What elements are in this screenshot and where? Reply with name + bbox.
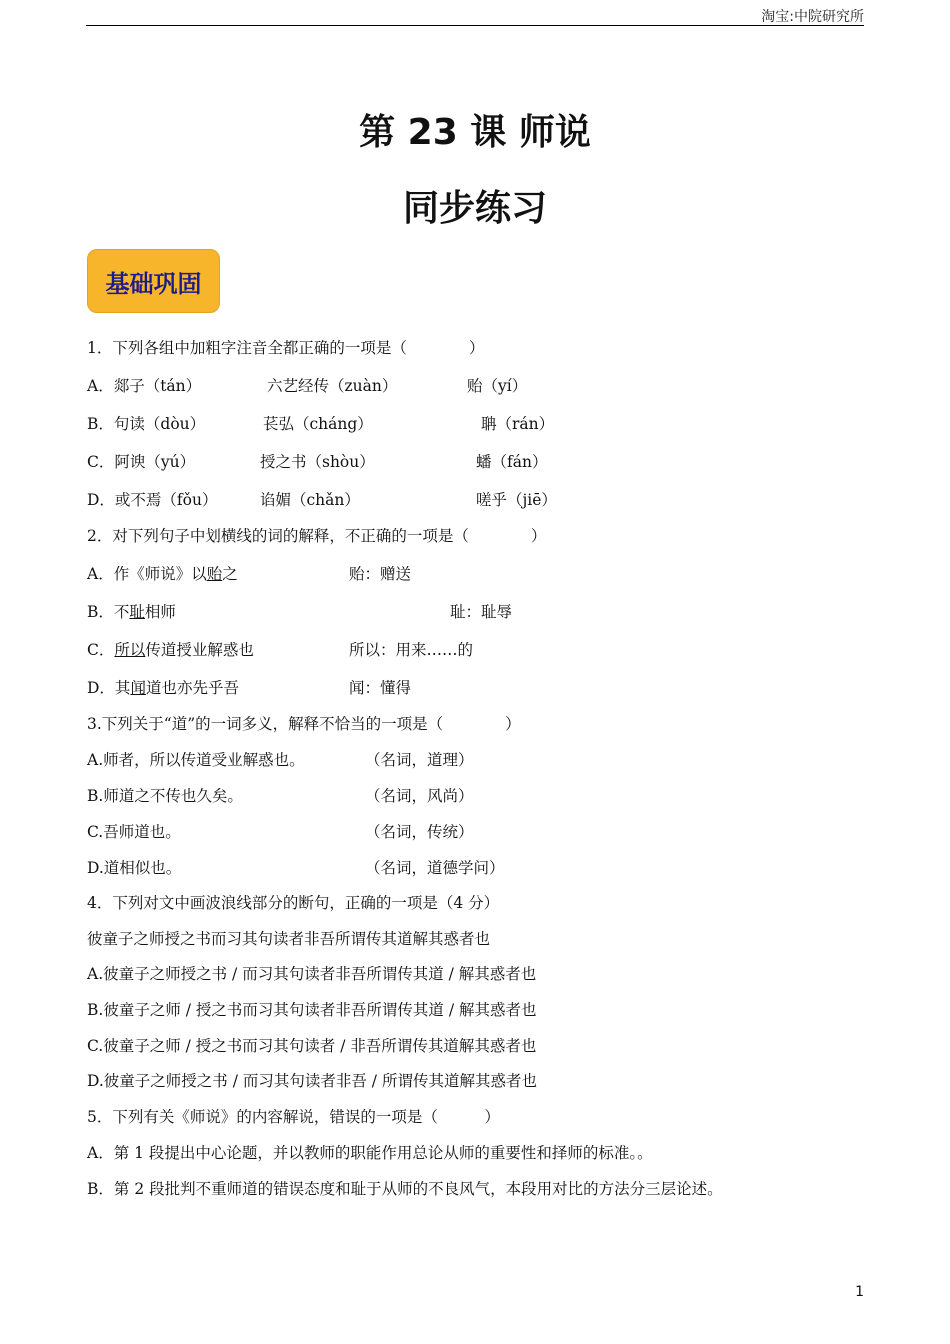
q2-b-explanation: 耻：耻辱 [450, 603, 513, 621]
q2-b-underlined-word: 耻 [129, 603, 145, 621]
header-divider [86, 25, 864, 26]
q1-a-item3: 贻（yí） [467, 377, 528, 395]
q1-c-item1: C．阿谀（yú） [87, 453, 196, 471]
q1-c-item3: 蟠（fán） [476, 453, 548, 471]
q2-c-explanation: 所以：用来……的 [349, 641, 474, 659]
q1-b-item2: 苌弘（cháng） [263, 415, 373, 433]
q4-stem: 4．下列对文中画波浪线部分的断句，正确的一项是（4 分） [87, 894, 500, 912]
q1-d-item1: D．或不焉（fǒu） [87, 491, 218, 509]
q2-c-text-post: 传道授业解惑也 [145, 641, 254, 659]
q2-a-text-pre: A．作《师说》以 [87, 565, 207, 583]
q3-a-sentence: A.师者，所以传道受业解惑也。 [87, 751, 305, 769]
q1-a-item1: A．郯子（tán） [87, 377, 202, 395]
q1-b-item3: 聃（rán） [481, 415, 555, 433]
header-source: 淘宝:中院研究所 [761, 9, 864, 25]
q1-d-item2: 谄媚（chǎn） [260, 491, 360, 509]
q4-option-b: B.彼童子之师 / 授之书而习其句读者非吾所谓传其道 / 解其惑者也 [87, 1001, 537, 1019]
q1-b-item1: B．句读（dòu） [87, 415, 206, 433]
q5-option-b: B．第 2 段批判不重师道的错误态度和耻于从师的不良风气，本段用对比的方法分三层论述。 [87, 1180, 723, 1198]
section-badge: 基础巩固 [87, 249, 220, 313]
q5-option-a: A．第 1 段提出中心论题，并以教师的职能作用总论从师的重要性和择师的标准。。 [87, 1144, 653, 1162]
page-subtitle: 同步练习 [402, 188, 547, 229]
q2-c-underlined-word: 所以 [114, 641, 146, 659]
q4-option-d: D.彼童子之师授之书 / 而习其句读者非吾 / 所谓传其道解其惑者也 [87, 1072, 537, 1090]
q2-c-text-pre: C． [87, 641, 115, 659]
q3-d-meaning: （名词，道德学问） [365, 859, 505, 877]
q2-a-explanation: 贻：赠送 [349, 565, 412, 583]
q4-option-c: C.彼童子之师 / 授之书而习其句读者 / 非吾所谓传其道解其惑者也 [87, 1037, 537, 1055]
q3-b-meaning: （名词，风尚） [365, 787, 474, 805]
q3-c-sentence: C.吾师道也。 [87, 823, 181, 841]
page-number: 1 [855, 1284, 864, 1300]
q3-b-sentence: B.师道之不传也久矣。 [87, 787, 243, 805]
q3-a-meaning: （名词，道理） [365, 751, 474, 769]
q3-stem: 3.下列关于“道”的一词多义，解释不恰当的一项是（ ） [87, 715, 521, 733]
q4-passage: 彼童子之师授之书而习其句读者非吾所谓传其道解其惑者也 [87, 930, 491, 948]
q2-d-text-post: 道也亦先乎吾 [145, 679, 239, 697]
q2-d-explanation: 闻：懂得 [349, 679, 412, 697]
q1-stem: 1．下列各组中加粗字注音全都正确的一项是（ ） [87, 339, 485, 357]
q3-d-sentence: D.道相似也。 [87, 859, 182, 877]
q2-b-text-post: 相师 [144, 603, 176, 621]
q2-a-underlined-word: 贻 [206, 565, 223, 583]
q5-stem: 5．下列有关《师说》的内容解说，错误的一项是（ ） [87, 1108, 500, 1126]
q1-a-item2: 六艺经传（zuàn） [267, 377, 398, 395]
q2-a-text-post: 之 [222, 565, 238, 583]
q2-b-text-pre: B．不 [87, 603, 130, 621]
q1-c-item2: 授之书（shòu） [260, 453, 375, 471]
q4-option-a: A.彼童子之师授之书 / 而习其句读者非吾所谓传其道 / 解其惑者也 [87, 965, 537, 983]
lesson-title: 第 23 课 师说 [359, 112, 591, 153]
q2-d-text-pre: D．其 [87, 679, 131, 697]
q2-d-underlined-word: 闻 [130, 679, 146, 697]
q3-c-meaning: （名词，传统） [365, 823, 474, 841]
q1-d-item3: 嗟乎（jiē） [476, 491, 557, 509]
q2-stem: 2．对下列句子中划横线的词的解释，不正确的一项是（ ） [87, 527, 547, 545]
